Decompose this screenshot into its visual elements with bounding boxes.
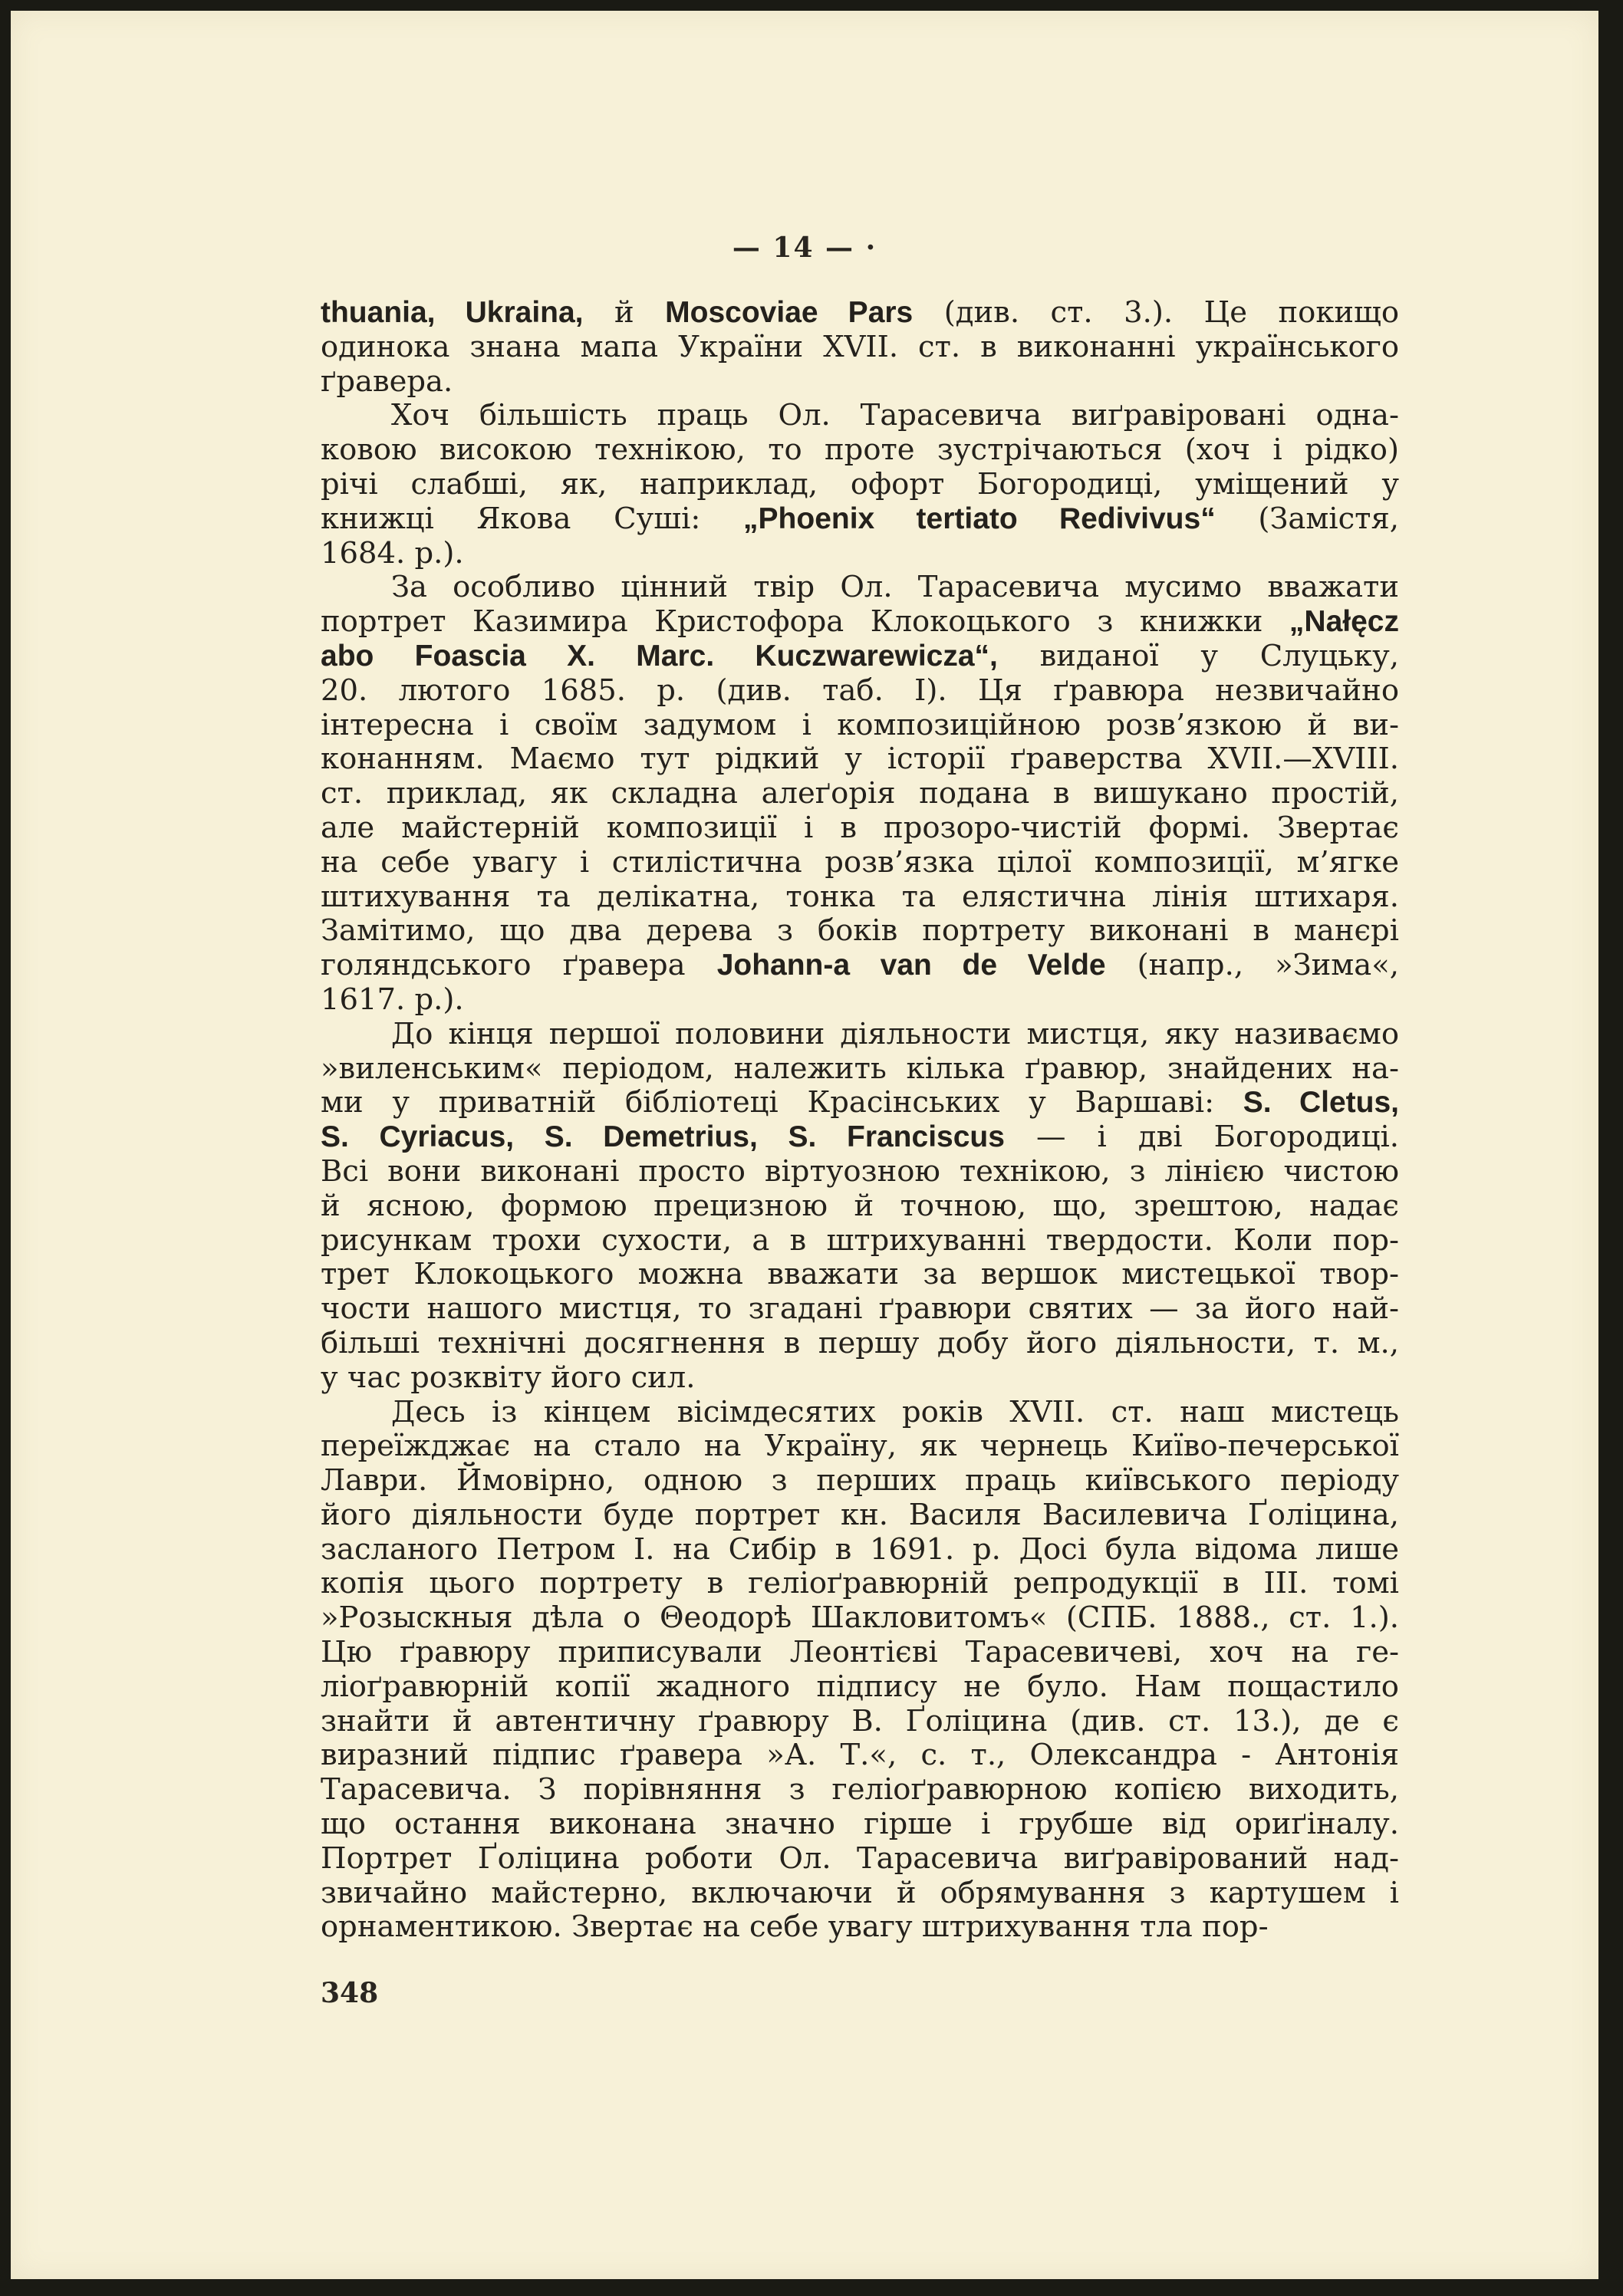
scan-border-right	[1598, 0, 1623, 2296]
text-line	[321, 1396, 1399, 1430]
page-marker: — 14 — ·	[732, 232, 877, 264]
text-line	[321, 777, 1399, 811]
line-text: 1684. р.).	[321, 535, 464, 571]
line-text: конанням. Маємо тут рідкий у історії ґраверства XVII.—XVIII.	[321, 742, 1399, 777]
line-text: річі слабші, як, наприклад, офорт Богородиці, уміщений у	[321, 466, 1399, 502]
text-line	[321, 1670, 1399, 1705]
line-text: звичайно майстерно, включаючи й обрямування з картушем і	[321, 1875, 1399, 1910]
line-text: більші технічні досягнення в першу добу його діяльности, т. м.,	[321, 1325, 1399, 1360]
text-line	[321, 1361, 1399, 1396]
latin-title-text: S. Cletus,	[1243, 1086, 1399, 1120]
paragraph	[321, 1396, 1399, 1946]
line-text: (див. ст. 3.). Це покищо	[913, 295, 1400, 330]
text-line	[321, 1877, 1399, 1911]
body-text	[321, 296, 1399, 1945]
text-line	[321, 1738, 1399, 1773]
line-text: переїжджає на стало на Україну, як чернець Київо-печерської	[321, 1429, 1399, 1464]
line-text: засланого Петром I. на Сибір в 1691. р. Досі була відома лише	[321, 1531, 1399, 1567]
text-line	[321, 1155, 1399, 1189]
line-text: Замітимо, що два дерева з боків портрету виконані в манєрі	[321, 913, 1399, 949]
text-line	[321, 331, 1399, 365]
line-text: (напр., »Зима«,	[1105, 948, 1399, 983]
text-line	[321, 365, 1399, 400]
scan-border-top	[0, 0, 1623, 11]
text-line	[321, 1224, 1399, 1258]
text-line	[321, 709, 1399, 743]
text-line	[321, 1189, 1399, 1224]
line-text: книжці Якова Суші:	[321, 501, 744, 536]
line-text: рисункам трохи сухости, а в штрихуванні твердости. Коли пор-	[321, 1222, 1399, 1258]
text-line	[321, 914, 1399, 949]
text-line	[321, 399, 1399, 433]
latin-title-text: „Nałęcz	[1289, 605, 1399, 639]
line-text: Десь із кінцем вісімдесятих років XVII. ст. наш мистець	[391, 1394, 1399, 1429]
line-text: на себе увагу і стилістична розв’язка цілої композиції, м’ягке	[321, 844, 1399, 880]
text-line	[321, 1808, 1399, 1842]
text-line	[321, 846, 1399, 880]
line-text: штихування та делікатна, тонка та елястична лінія штихаря.	[321, 879, 1399, 914]
text-line	[321, 880, 1399, 915]
paragraph	[321, 399, 1399, 571]
line-text: ґравера.	[321, 363, 453, 399]
text-line	[321, 1567, 1399, 1601]
line-text: знайти й автентичну ґравюру В. Ґоліцина (див. ст. 13.), де є	[321, 1703, 1399, 1738]
line-text: чости нашого мистця, то згадані ґравюри святих — за його най-	[321, 1291, 1399, 1327]
text-line	[321, 1842, 1399, 1877]
text-line	[321, 983, 1399, 1018]
line-text: — і дві Богородиці.	[1004, 1120, 1400, 1155]
line-text: що остання виконана значно гірше і грубше від ориґіналу.	[321, 1807, 1399, 1842]
line-text: але майстерній композиції і в прозоро-чистій формі. Звертає	[321, 810, 1399, 845]
text-line	[321, 1533, 1399, 1567]
line-text: його діяльности буде портрет кн. Василя Василевича Ґоліцина,	[321, 1497, 1399, 1532]
latin-title-text: Johann-a van de Velde	[716, 949, 1106, 982]
line-text: ліоґравюрній копії жадного підпису не було. Нам пощастило	[321, 1669, 1399, 1704]
text-line	[321, 811, 1399, 846]
text-line	[321, 605, 1399, 640]
line-text: До кінця першої половини діяльности мистця, яку називаємо	[391, 1016, 1399, 1051]
text-line	[321, 640, 1399, 674]
line-text: виданої у Слуцьку,	[997, 638, 1399, 673]
text-line	[321, 1636, 1399, 1670]
text-line	[321, 296, 1399, 331]
text-line	[321, 742, 1399, 777]
text-line	[321, 433, 1399, 468]
line-text: Лаври. Ймовірно, одною з перших праць київського періоду	[321, 1463, 1399, 1498]
text-line	[321, 1429, 1399, 1464]
line-text: трет Клокоцького можна вважати за вершок мистецької твор-	[321, 1257, 1399, 1292]
line-text: одинока знана мапа України XVII. ст. в виконанні українського	[321, 329, 1399, 364]
line-text: у час розквіту його сил.	[321, 1360, 696, 1395]
line-text: За особливо цінний твір Ол. Тарасевича мусимо вважати	[391, 570, 1399, 605]
text-line	[321, 1292, 1399, 1327]
line-text: Хоч більшість праць Ол. Тарасевича виґравіровані одна-	[391, 398, 1399, 433]
line-text: інтересна і своїм задумом і композиційною розв’язкою й ви-	[321, 707, 1399, 742]
latin-title-text: thuania, Ukraina,	[321, 296, 584, 329]
text-line	[321, 1705, 1399, 1739]
line-text: »Розыскныя дѣла о Θеодорѣ Шакловитомъ« (СПБ. 1888., ст. 1.).	[321, 1600, 1399, 1636]
line-text: ст. приклад, як складна алеґорія подана в вишукано простій,	[321, 776, 1399, 811]
text-line	[321, 1327, 1399, 1361]
text-line	[321, 1910, 1399, 1945]
text-line	[321, 674, 1399, 709]
line-text: й	[583, 295, 666, 330]
book-page	[11, 11, 1598, 2279]
line-text: Портрет Ґоліцина роботи Ол. Тарасевича виґравірований над-	[321, 1840, 1399, 1876]
latin-title-text: S. Cyriacus, S. Demetrius, S. Franciscus	[321, 1120, 1005, 1154]
line-text: Тарасевича. З порівняння з геліоґравюрною копією виходить,	[321, 1772, 1399, 1808]
line-text: 1617. р.).	[321, 982, 464, 1017]
line-text: портрет Казимира Кристофора Клокоцького з книжки	[321, 604, 1289, 640]
line-text: 20. лютого 1685. р. (див. таб. I). Ця ґравюра незвичайно	[321, 673, 1399, 708]
text-line	[321, 537, 1399, 571]
text-line	[321, 1052, 1399, 1087]
text-line	[321, 1086, 1399, 1120]
line-text: копія цього портрету в геліоґравюрній репродукції в III. томі	[321, 1566, 1399, 1601]
text-line	[321, 1464, 1399, 1498]
text-line	[321, 1120, 1399, 1155]
text-line	[321, 949, 1399, 983]
paragraph	[321, 571, 1399, 1017]
line-text: орнаментикою. Звертає на себе увагу штрихування тла пор-	[321, 1909, 1269, 1945]
line-text: Всі вони виконані просто віртуозною технікою, з лінією чистою	[321, 1153, 1399, 1189]
line-text: голяндського ґравера	[321, 948, 717, 983]
latin-title-text: abo Foascia X. Marc. Kuczwarewicza“,	[321, 639, 998, 673]
page-number: 348	[321, 1977, 379, 2009]
paragraph	[321, 296, 1399, 399]
text-line	[321, 1498, 1399, 1533]
line-text: (Замістя,	[1215, 501, 1399, 536]
text-line	[321, 1773, 1399, 1808]
line-text: »виленським« періодом, належить кілька ґравюр, знайдених на-	[321, 1051, 1399, 1086]
latin-title-text: Moscoviae Pars	[665, 296, 914, 329]
text-line	[321, 1601, 1399, 1636]
line-text: виразний підпис ґравера »А. Т.«, с. т., Олександра - Антонія	[321, 1738, 1399, 1773]
latin-title-text: „Phoenix tertiato Redivivus“	[743, 502, 1216, 535]
line-text: й ясною, формою прецизною й точною, що, зрештою, надає	[321, 1188, 1399, 1223]
text-line	[321, 1018, 1399, 1052]
line-text: ковою високою технікою, то проте зустрічаються (хоч і рідко)	[321, 433, 1399, 468]
line-text: Цю ґравюру приписували Леонтієві Тарасевичеві, хоч на ге-	[321, 1635, 1399, 1670]
text-line	[321, 468, 1399, 502]
line-text: ми у приватній бібліотеці Красінських у Варшаві:	[321, 1085, 1243, 1120]
text-line	[321, 502, 1399, 537]
paragraph	[321, 1018, 1399, 1396]
text-line	[321, 571, 1399, 605]
text-line	[321, 1258, 1399, 1292]
